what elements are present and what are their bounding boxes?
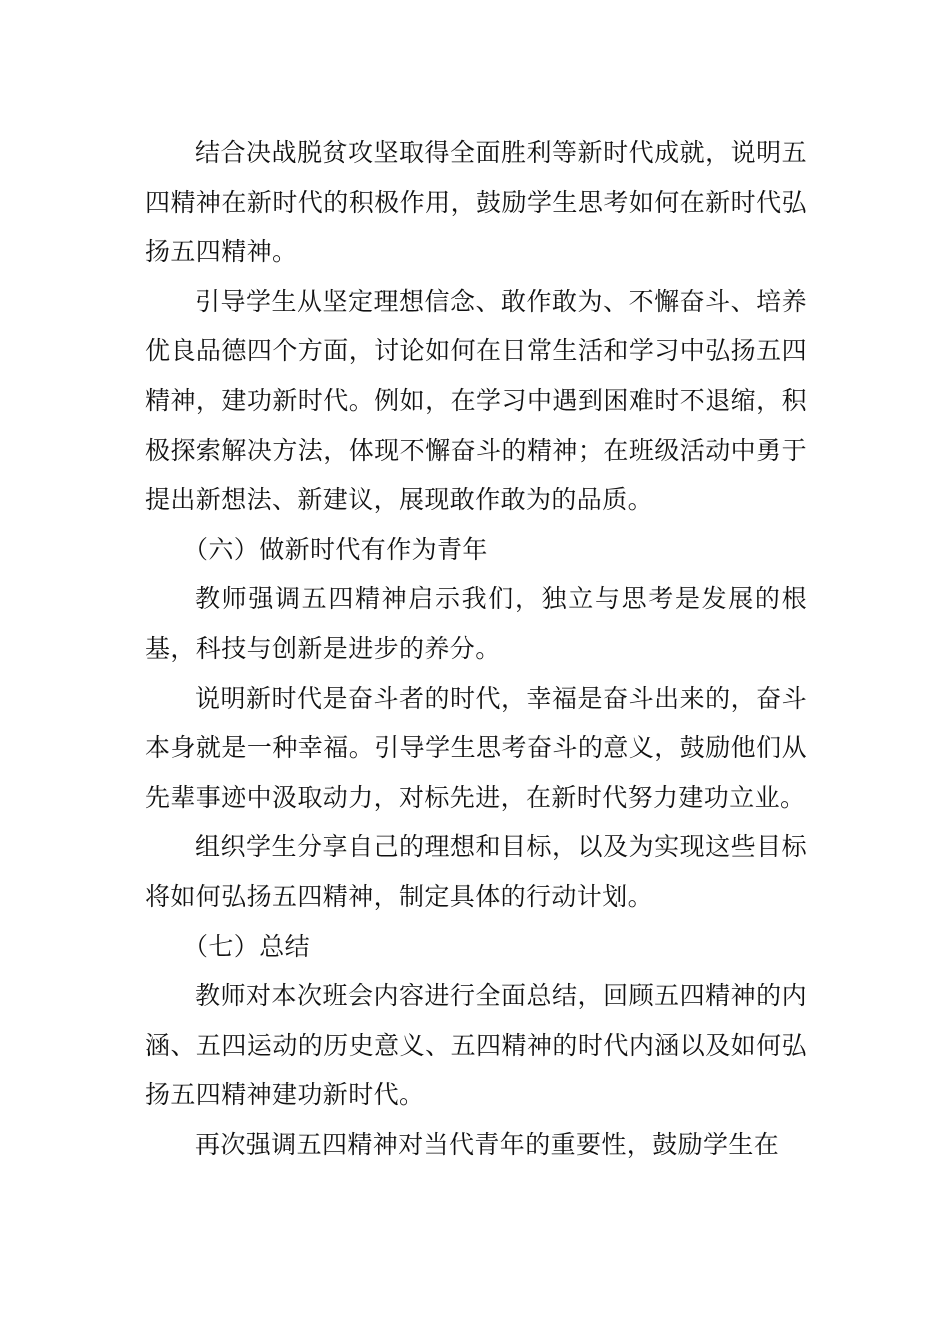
section-heading-seven: （七）总结 <box>183 931 311 961</box>
paragraph-discussion-guidance: 引导学生从坚定理想信念、敢作敢为、不懈奋斗、培养优良品德四个方面，讨论如何在日常生活和学习中弘扬五四精神，建功新时代。例如，在学习中遇到困难时不退缩，积极探索解决方法，体现不懈奋斗的精神；在班级活动中勇于提出新想法、新建议，展现敢作敢为的品质。 <box>145 286 807 515</box>
paragraph-teacher-emphasis: 教师强调五四精神启示我们，独立与思考是发展的根基，科技与创新是进步的养分。 <box>145 584 807 663</box>
document-page <box>145 128 807 1169</box>
paragraph-summary: 教师对本次班会内容进行全面总结，回顾五四精神的内涵、五四运动的历史意义、五四精神的时代内涵以及如何弘扬五四精神建功新时代。 <box>145 981 807 1110</box>
paragraph-share-goals: 组织学生分享自己的理想和目标，以及为实现这些目标将如何弘扬五四精神，制定具体的行动计划。 <box>145 832 807 911</box>
paragraph-struggle-era: 说明新时代是奋斗者的时代，幸福是奋斗出来的，奋斗本身就是一种幸福。引导学生思考奋斗的意义，鼓励他们从先辈事迹中汲取动力，对标先进，在新时代努力建功立业。 <box>145 683 807 812</box>
paragraph-emphasis-again: 再次强调五四精神对当代青年的重要性，鼓励学生在 <box>195 1129 780 1159</box>
paragraph-poverty-achievement: 结合决战脱贫攻坚取得全面胜利等新时代成就，说明五四精神在新时代的积极作用，鼓励学生思考如何在新时代弘扬五四精神。 <box>145 138 807 267</box>
section-heading-six: （六）做新时代有作为青年 <box>183 534 488 564</box>
